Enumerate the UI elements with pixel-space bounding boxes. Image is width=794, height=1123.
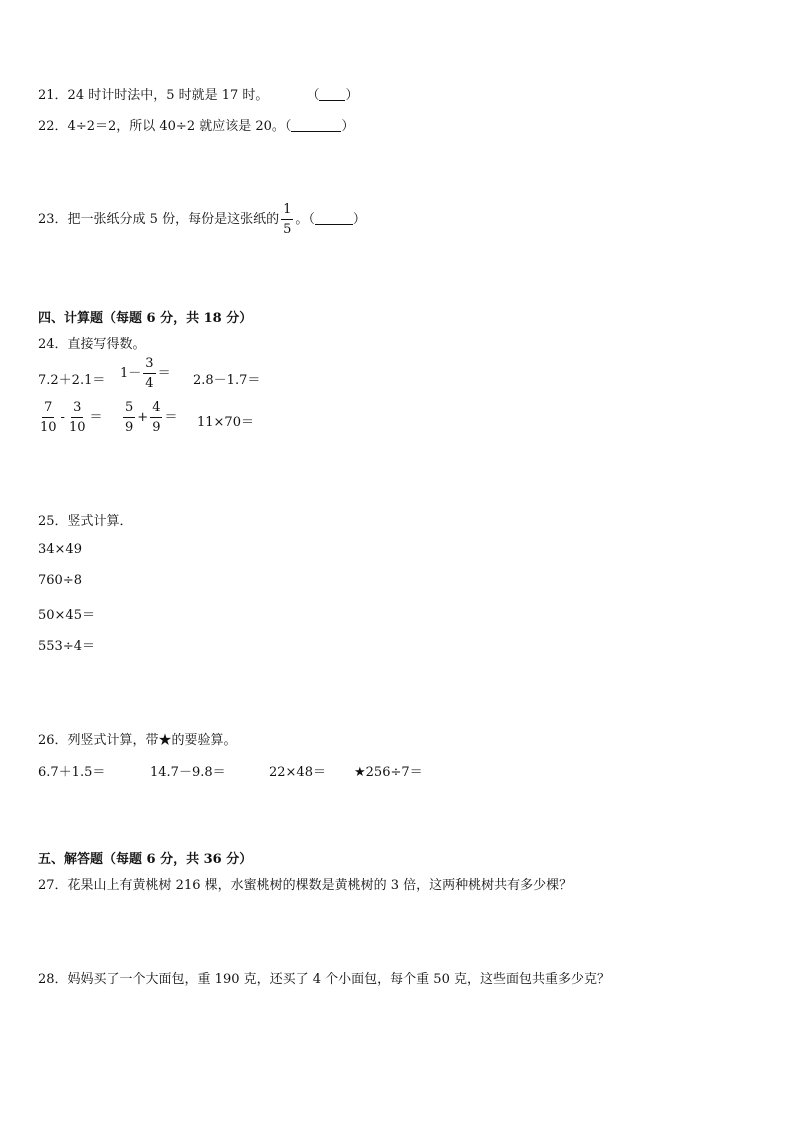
paren-close: ） <box>345 88 359 103</box>
fraction: $\frac{3}{4}$ <box>145 356 154 391</box>
question-21 <box>38 84 358 103</box>
q25-item: 50×45＝ <box>38 608 95 623</box>
q26-item: 14.7－9.8＝ <box>150 765 226 780</box>
question-text: 列竖式计算，带★的要验算。 <box>67 733 237 748</box>
q24-row2-a: $\frac{7}{10}$ - $\frac{3}{10}$ ＝ <box>40 400 103 435</box>
question-22 <box>38 115 354 134</box>
question-24 <box>38 333 146 352</box>
fraction: $\frac{3}{10}$ <box>68 400 86 435</box>
q26-item: 6.7＋1.5＝ <box>38 765 106 780</box>
question-number: 24． <box>38 337 68 352</box>
paren-close: ） <box>341 119 355 134</box>
question-number: 23． <box>38 212 68 227</box>
paren-close: ） <box>352 212 366 227</box>
question-text: 直接写得数。 <box>67 337 146 352</box>
q24-row1-b: 1－ $\frac{3}{4}$ ＝ <box>120 356 171 391</box>
q25-item: 760÷8 <box>38 573 82 588</box>
question-text: 花果山上有黄桃树 216 棵，水蜜桃树的棵数是黄桃树的 3 倍，这两种桃树共有多少棵？ <box>67 878 573 893</box>
question-27 <box>38 874 572 893</box>
paren-open: 。（ <box>295 212 315 227</box>
question-text: 竖式计算． <box>67 514 133 529</box>
question-number: 25． <box>38 514 68 529</box>
question-number: 28． <box>38 972 68 987</box>
paren-open: （ <box>284 119 292 134</box>
answer-blank[interactable] <box>319 88 345 101</box>
question-number: 26． <box>38 733 68 748</box>
fraction: $\frac{4}{9}$ <box>152 400 161 435</box>
question-text: 4÷2＝2，所以 40÷2 就应该是 20。 <box>67 119 285 134</box>
question-number: 22． <box>38 119 68 134</box>
question-28 <box>38 968 610 987</box>
q24-row1-a: 7.2＋2.1＝ <box>38 373 106 388</box>
q24-row2-c: 11×70＝ <box>197 415 254 430</box>
fraction: $\frac{7}{10}$ <box>40 400 57 435</box>
section-four-title: 四、计算题（每题 6 分，共 18 分） <box>38 311 253 326</box>
fraction: $\frac{1}{5}$ <box>283 202 292 237</box>
q26-item: 22×48＝ <box>269 765 326 780</box>
answer-blank[interactable] <box>315 212 353 225</box>
q25-item: 553÷4＝ <box>38 639 95 654</box>
paren-open: （ <box>306 88 320 103</box>
q24-row2-b: $\frac{5}{9}$ + $\frac{4}{9}$ ＝ <box>125 400 178 435</box>
question-number: 21． <box>38 88 68 103</box>
question-26 <box>38 729 237 748</box>
question-text: 把一张纸分成 5 份，每份是这张纸的 <box>67 212 280 227</box>
fraction: $\frac{5}{9}$ <box>125 400 134 435</box>
q25-item: 34×49 <box>38 542 82 557</box>
q26-item: ★256÷7＝ <box>354 765 423 780</box>
question-text: 妈妈买了一个大面包，重 190 克，还买了 4 个小面包，每个重 50 克，这些面包共重多少克？ <box>67 972 610 987</box>
question-text: 24 时计时法中，5 时就是 17 时。 <box>67 88 269 103</box>
section-five-title: 五、解答题（每题 6 分，共 36 分） <box>38 852 253 867</box>
question-number: 27． <box>38 878 68 893</box>
q24-row1-c: 2.8－1.7＝ <box>193 373 261 388</box>
answer-blank[interactable] <box>291 119 341 132</box>
question-25 <box>38 510 133 529</box>
question-23 <box>38 203 366 236</box>
